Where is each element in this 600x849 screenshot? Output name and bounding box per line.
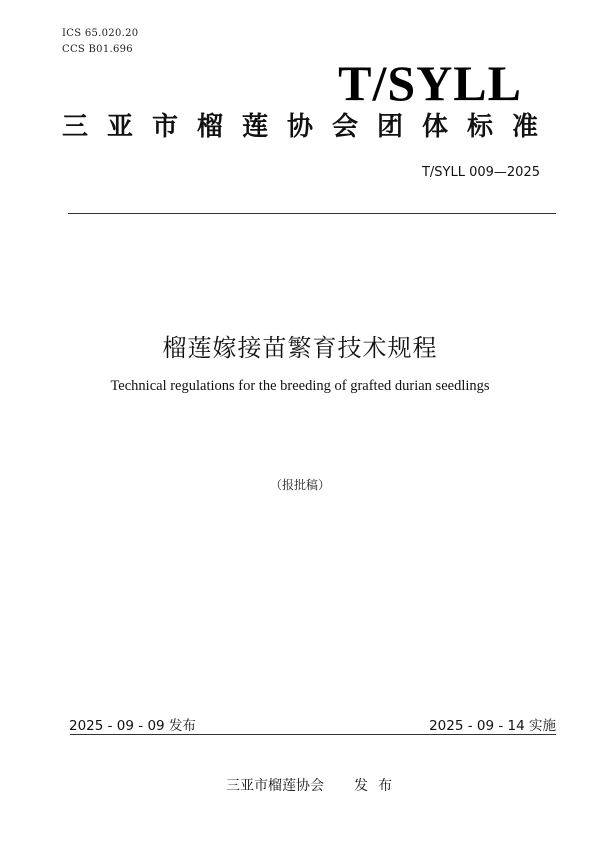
draft-status: （报批稿） — [269, 478, 330, 492]
publisher-name: 三亚市榴莲协会 — [226, 778, 324, 794]
header-divider — [68, 213, 556, 214]
standard-code-mark: T/SYLL — [338, 55, 522, 111]
publisher-line — [226, 775, 402, 795]
standard-number: T/SYLL 009—2025 — [421, 165, 540, 180]
publish-label: 发布 — [354, 778, 402, 794]
organization-standard-title: 三亚市榴莲协会团体标准 — [62, 112, 558, 142]
document-title-chinese: 榴莲嫁接苗繁育技术规程 — [162, 334, 438, 362]
issue-date: 2025 - 09 - 09 发布 — [69, 718, 196, 734]
footer-divider — [70, 734, 556, 735]
implementation-date: 2025 - 09 - 14 实施 — [429, 718, 556, 734]
ics-code: ICS 65.020.20 — [62, 28, 139, 39]
ccs-code: CCS B01.696 — [62, 44, 133, 55]
document-title-english: Technical regulations for the breeding of grafted durian seedlings — [110, 378, 490, 394]
